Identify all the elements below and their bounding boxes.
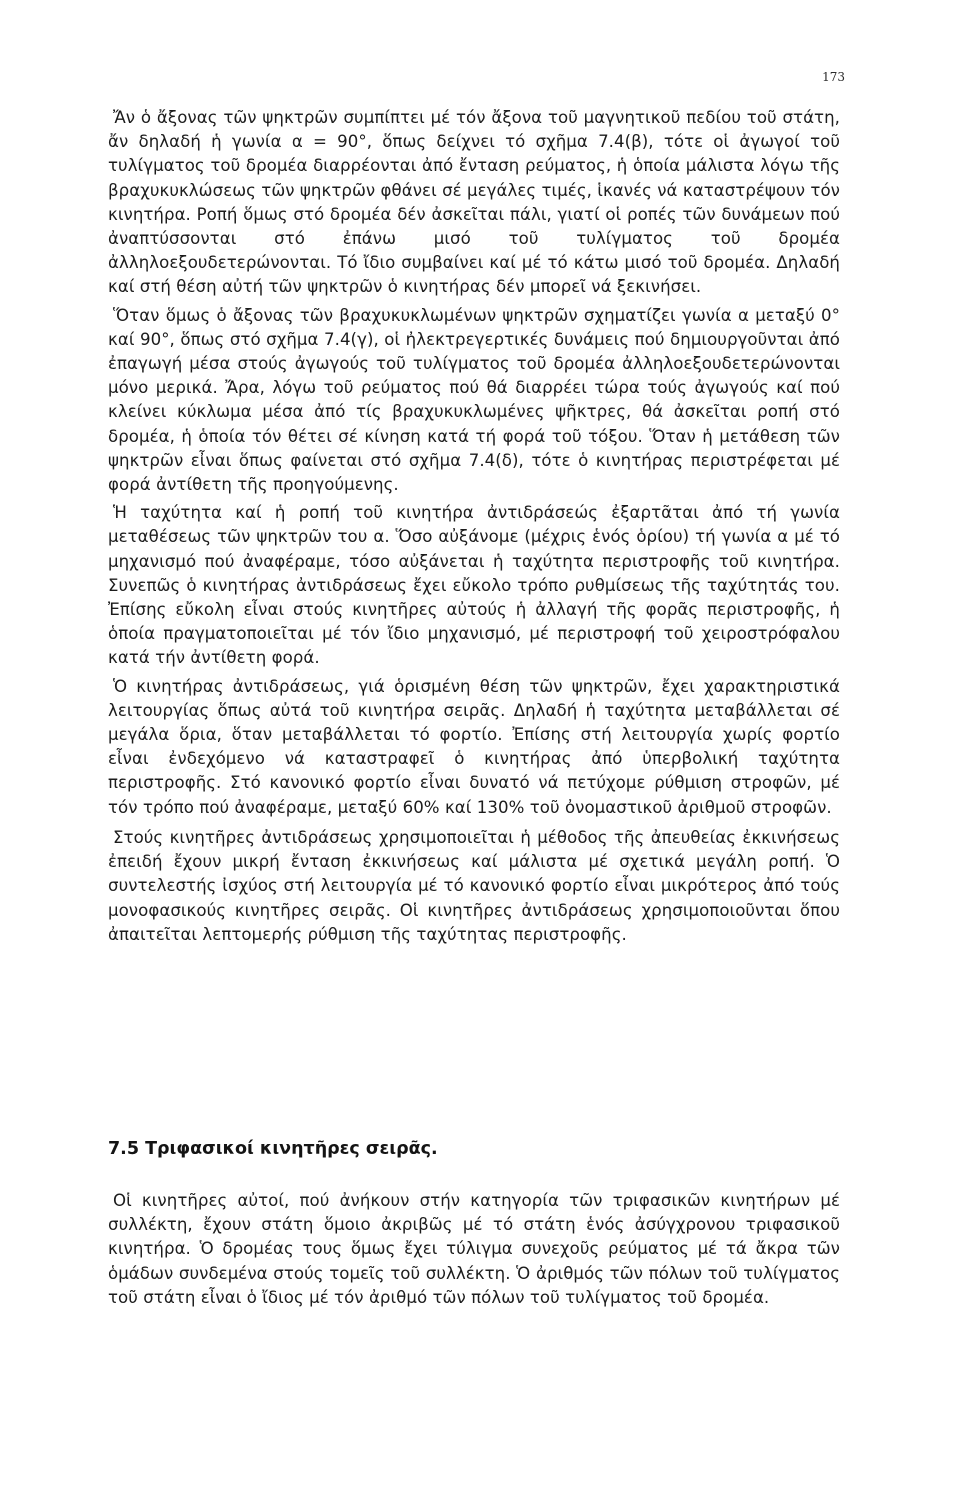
paragraph: Ἄν ὁ ἄξονας τῶν ψηκτρῶν συμπίπτει μέ τόν ἄξονα τοῦ μαγνητικοῦ πεδίου τοῦ στάτη, ἄν δηλαδή ἡ γωνία α = 90°, ὅπως δείχνει τό σχῆμα 7.4(β), τότε οἱ ἀγωγοί τοῦ τυλίγματος τοῦ δρομέα διαρρέονται ἀπό ἔνταση ρεύματος, ἡ ὁποία μάλιστα λόγω τῆς βραχυκυκλώσεως τῶν ψηκτρῶν φθάνει σέ μεγάλες τιμές, ἱκανές νά καταστρέψουν τόν κινητήρα. Ροπή ὅμως στό δρομέα δέν ἀσκεῖται πάλι, γιατί οἱ ροπές τῶν δυνάμεων πού ἀναπτύσσονται στό ἐπάνω μισό τοῦ τυλίγματος τοῦ δρομέα ἀλληλοεξουδετερώνονται. Τό ἴδιο συμβαίνει καί μέ τό κάτω μισό τοῦ δρομέα. Δηλαδή καί στή θέση αὐτή τῶν ψηκτρῶν ὁ κινητήρας δέν μπορεῖ νά ξεκινήσει. (108, 108, 840, 297)
page-number: 173 (822, 70, 845, 84)
body-text-bottom (108, 1189, 840, 1310)
body-text-top (108, 106, 840, 947)
paragraph: Ὅταν ὅμως ὁ ἄξονας τῶν βραχυκυκλωμένων ψηκτρῶν σχηματίζει γωνία α μεταξύ 0° καί 90°, ὅπως στό σχῆμα 7.4(γ), οἱ ἠλεκτρεγερτικές δυνάμεις πού δημιουργοῦνται ἀπό ἐπαγωγή μέσα στούς ἀγωγούς τοῦ τυλίγματος τοῦ δρομέα ἀλληλοεξουδετερώνονται μόνο μερικά. Ἄρα, λόγω τοῦ ρεύματος πού θά διαρρέει τώρα τούς ἀγωγούς καί πού κλείνει κύκλωμα μέσα ἀπό τίς βραχυκυκλωμένες ψῆκτρες, θά ἀσκεῖται ροπή στό δρομέα, ἡ ὁποία τόν θέτει σέ κίνηση κατά τή φορά τοῦ τόξου. Ὅταν ἡ μετάθεση τῶν ψηκτρῶν εἶναι ὅπως φαίνεται στό σχῆμα 7.4(δ), τότε ὁ κινητήρας περιστρέφεται μέ φορά ἀντίθετη τῆς προηγούμενης. (108, 305, 840, 495)
paragraph: Οἱ κινητῆρες αὐτοί, πού ἀνήκουν στήν κατηγορία τῶν τριφασικῶν κινητήρων μέ συλλέκτη, ἔχουν στάτη ὅμοιο ἀκριβῶς μέ τό στάτη ἑνός ἀσύγχρονου τριφασικοῦ κινητήρα. Ὁ δρομέας τους ὅμως ἔχει τύλιγμα συνεχοῦς ρεύματος μέ τά ἄκρα τῶν ὁμάδων συνδεμένα στούς τομεῖς τοῦ συλλέκτη. Ὁ ἀριθμός τῶν πόλων τοῦ τυλίγματος τοῦ στάτη εἶναι ὁ ἴδιος μέ τόν ἀριθμό τῶν πόλων τοῦ τυλίγματος τοῦ δρομέα. (108, 1191, 840, 1307)
paragraph: Στούς κινητῆρες ἀντιδράσεως χρησιμοποιεῖται ἡ μέθοδος τῆς ἀπευθείας ἐκκινήσεως ἐπειδή ἔχουν μικρή ἔνταση ἐκκινήσεως καί μάλιστα μέ σχετικά μεγάλη ροπή. Ὁ συντελεστής ἰσχύος στή λειτουργία μέ τό κανονικό φορτίο εἶναι μικρότερος ἀπό τούς μονοφασικούς κινητῆρες σειρᾶς. Οἱ κινητῆρες ἀντιδράσεως χρησιμοποιοῦνται ὅπου ἀπαιτεῖται λεπτομερής ρύθμιση τῆς ταχύτητας περιστροφῆς. (108, 827, 840, 944)
section-heading: 7.5 Τριφασικοί κινητῆρες σειρᾶς. (108, 1139, 438, 1159)
paragraph: Ἡ ταχύτητα καί ἡ ροπή τοῦ κινητήρα ἀντιδράσεώς ἐξαρτᾶται ἀπό τή γωνία μεταθέσεως τῶν ψηκτρῶν του α. Ὅσο αὐξάνομε (μέχρις ἑνός ὁρίου) τή γωνία α μέ τό μηχανισμό πού ἀναφέραμε, τόσο αὐξάνεται ἡ ταχύτητα περιστροφῆς τοῦ κινητήρα. Συνεπῶς ὁ κινητήρας ἀντιδράσεως ἔχει εὔκολο τρόπο ρυθμίσεως τῆς ταχύτητάς του. Ἐπίσης εὔκολη εἶναι στούς κινητῆρες αὐτούς ἡ ἀλλαγή τῆς φορᾶς περιστροφῆς, ἡ ὁποία πραγματοποιεῖται μέ τόν ἴδιο μηχανισμό, μέ περιστροφή τοῦ χειροστρόφαλου κατά τήν ἀντίθετη φορά. (108, 503, 840, 668)
paragraph: Ὁ κινητήρας ἀντιδράσεως, γιά ὁρισμένη θέση τῶν ψηκτρῶν, ἔχει χαρακτηριστικά λειτουργίας ὅπως αὐτά τοῦ κινητήρα σειρᾶς. Δηλαδή ἡ ταχύτητα μεταβάλλεται σέ μεγάλα ὅρια, ὅταν μεταβάλλεται τό φορτίο. Ἐπίσης στή λειτουργία χωρίς φορτίο εἶναι ἐνδεχόμενο νά καταστραφεῖ ὁ κινητήρας ἀπό ὑπερβολική ταχύτητα περιστροφῆς. Στό κανονικό φορτίο εἶναι δυνατό νά πετύχομε ρύθμιση στροφῶν, μέ τόν τρόπο πού ἀναφέραμε, μεταξύ 60% καί 130% τοῦ ὀνομαστικοῦ ἀριθμοῦ στροφῶν. (108, 676, 840, 817)
